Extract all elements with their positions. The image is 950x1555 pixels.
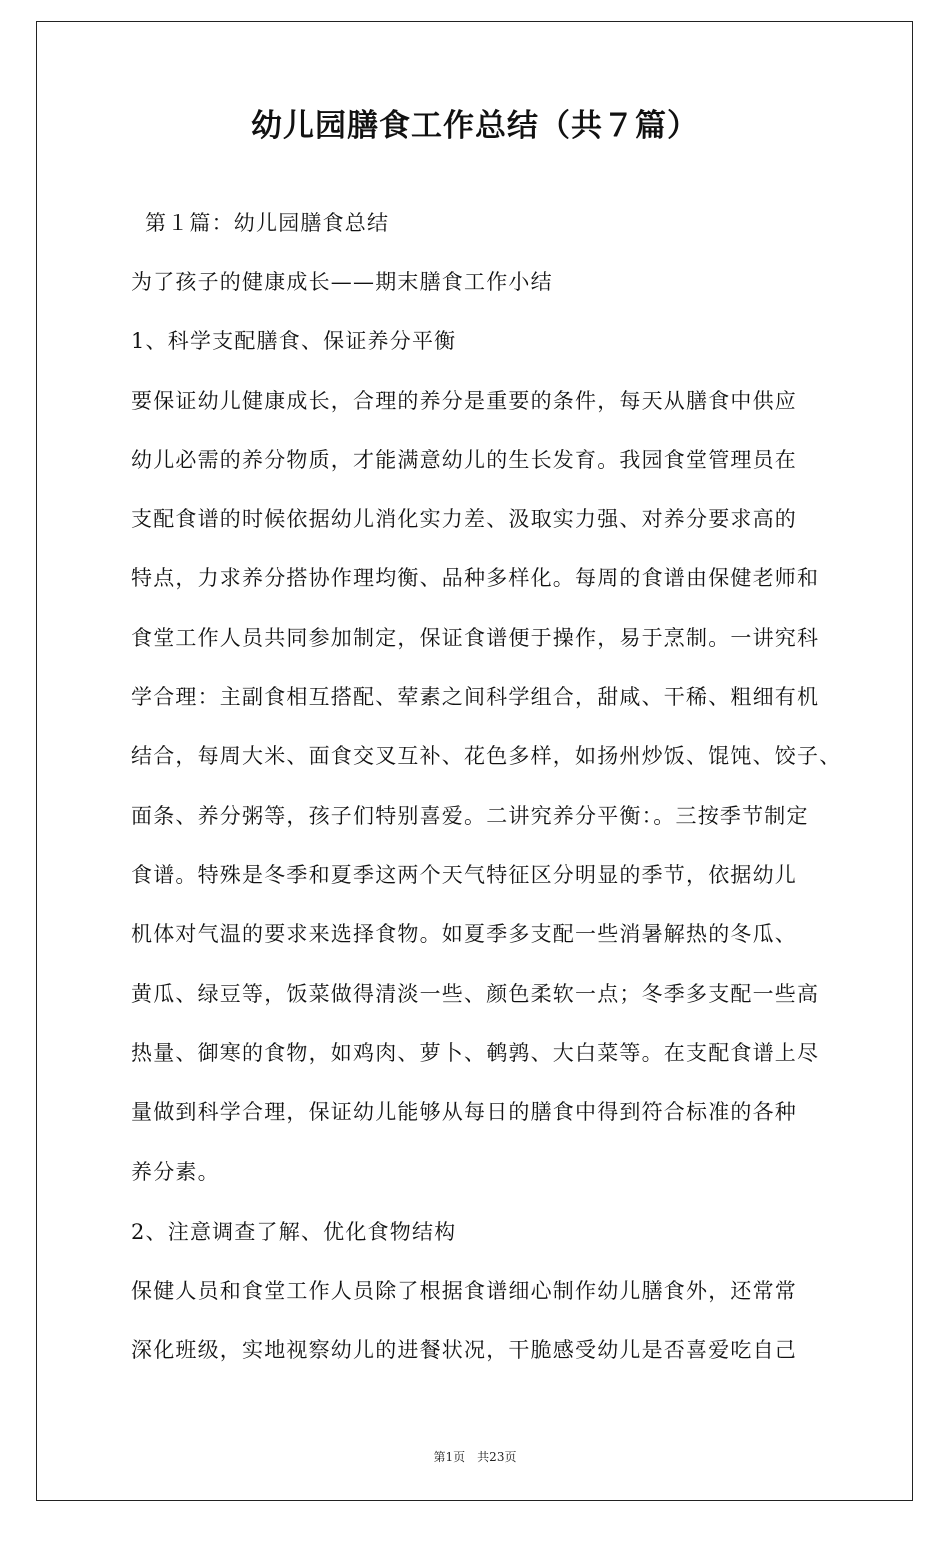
numbered-heading: 2、注意调查了解、优化食物结构	[131, 1220, 457, 1244]
page-number: 第1页 共23页	[433, 1450, 517, 1464]
paragraph-line: 支配食谱的时候依据幼儿消化实力差、汲取实力强、对养分要求高的	[131, 507, 797, 531]
paragraph-line: 结合，每周大米、面食交叉互补、花色多样，如扬州炒饭、馄饨、饺子、	[131, 744, 842, 768]
paragraph-line: 黄瓜、绿豆等，饭菜做得清淡一些、颜色柔软一点；冬季多支配一些高	[131, 982, 820, 1006]
paragraph-line: 热量、御寒的食物，如鸡肉、萝卜、鹌鹑、大白菜等。在支配食谱上尽	[131, 1041, 820, 1065]
section-heading: 第１篇：幼儿园膳食总结	[145, 211, 390, 235]
numbered-heading: 1、科学支配膳食、保证养分平衡	[131, 329, 457, 353]
subtitle-line: 为了孩子的健康成长——期末膳食工作小结	[131, 270, 553, 294]
paragraph-line: 面条、养分粥等，孩子们特别喜爱。二讲究养分平衡：。三按季节制定	[131, 804, 809, 828]
document-title: 幼儿园膳食工作总结（共７篇）	[251, 108, 699, 144]
paragraph-line: 养分素。	[131, 1160, 220, 1184]
paragraph-line: 深化班级，实地视察幼儿的进餐状况，干脆感受幼儿是否喜爱吃自己	[131, 1338, 797, 1362]
paragraph-line: 幼儿必需的养分物质，才能满意幼儿的生长发育。我园食堂管理员在	[131, 448, 797, 472]
paragraph-line: 机体对气温的要求来选择食物。如夏季多支配一些消暑解热的冬瓜、	[131, 922, 797, 946]
paragraph-line: 食谱。特殊是冬季和夏季这两个天气特征区分明显的季节，依据幼儿	[131, 863, 797, 887]
paragraph-line: 特点，力求养分搭协作理均衡、品种多样化。每周的食谱由保健老师和	[131, 566, 820, 590]
paragraph-line: 保健人员和食堂工作人员除了根据食谱细心制作幼儿膳食外，还常常	[131, 1279, 797, 1303]
paragraph-line: 食堂工作人员共同参加制定，保证食谱便于操作，易于烹制。一讲究科	[131, 626, 820, 650]
paragraph-line: 量做到科学合理，保证幼儿能够从每日的膳食中得到符合标准的各种	[131, 1100, 797, 1124]
paragraph-line: 学合理：主副食相互搭配、荤素之间科学组合，甜咸、干稀、粗细有机	[131, 685, 820, 709]
paragraph-line: 要保证幼儿健康成长，合理的养分是重要的条件，每天从膳食中供应	[131, 389, 797, 413]
